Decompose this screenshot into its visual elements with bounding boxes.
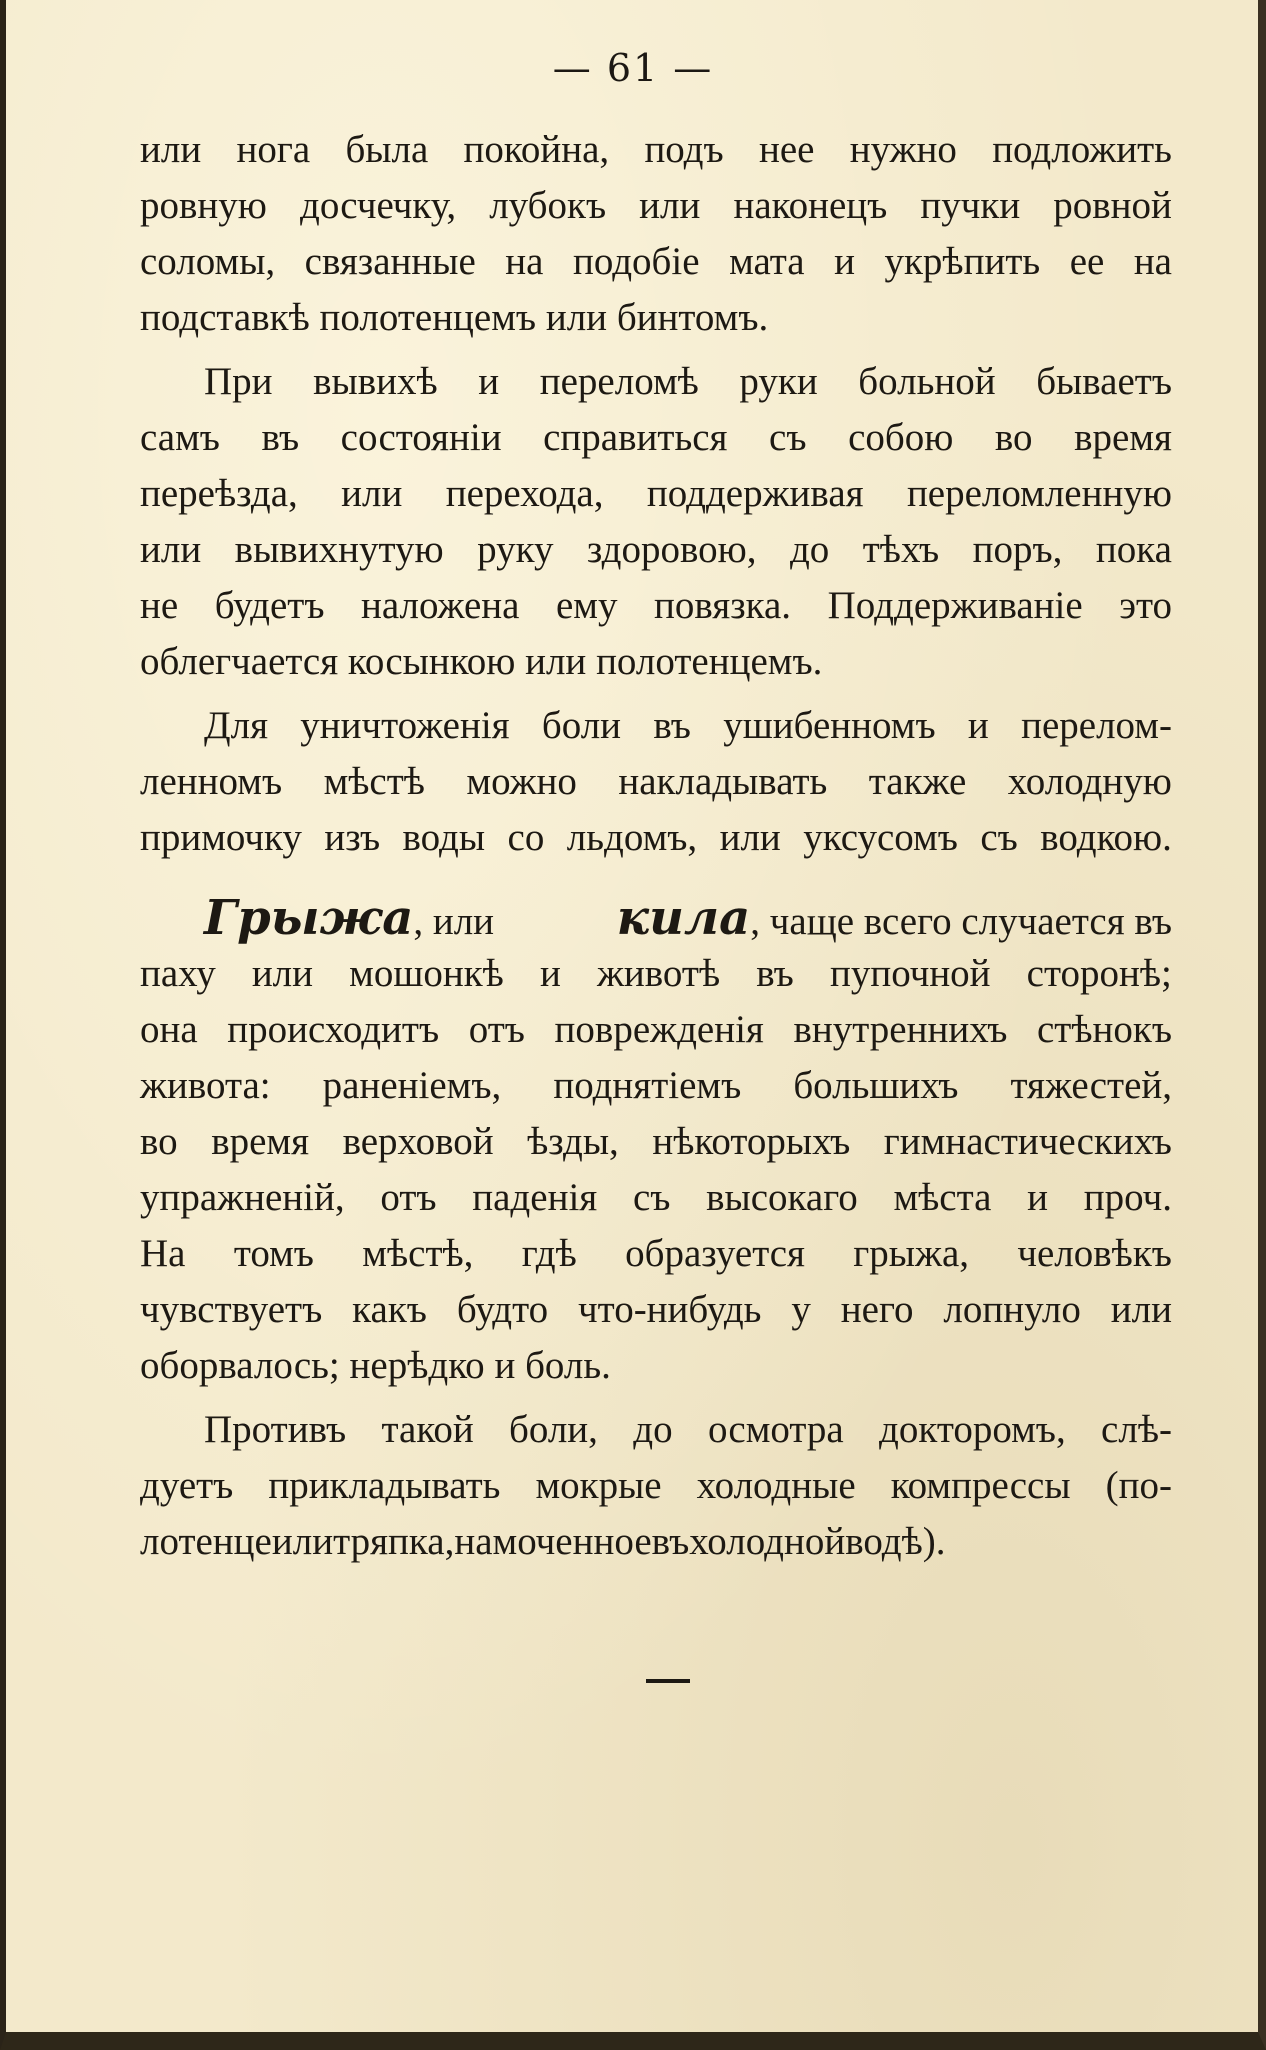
text-line (140, 1514, 1172, 1570)
word: изъ (324, 816, 381, 859)
word: ее (1069, 240, 1105, 283)
word: до (633, 1408, 673, 1451)
text-line (140, 178, 1172, 234)
word: во (994, 416, 1033, 459)
word: слѣ- (1101, 1408, 1172, 1451)
word: въ (261, 416, 300, 459)
word: или (140, 528, 202, 571)
text-line (140, 1282, 1172, 1338)
word: подъ (644, 128, 724, 171)
word: внутреннихъ (793, 1008, 1008, 1051)
word: пучки (920, 184, 1021, 227)
text-line (140, 634, 1172, 690)
word: вывихѣ (313, 360, 438, 403)
word: облегчается (140, 640, 348, 683)
word: раненіемъ, (322, 1064, 502, 1107)
word: Поддерживаніе (827, 584, 1083, 627)
word: гдѣ (521, 1232, 577, 1275)
word: не (140, 584, 179, 627)
body-text (140, 122, 1172, 1570)
word: тяжестей, (1010, 1064, 1172, 1107)
word: съ (769, 416, 807, 459)
word: животѣ (596, 952, 721, 995)
word: переѣзда, (140, 472, 298, 515)
text-line (140, 1170, 1172, 1226)
word: подставкѣ (140, 296, 320, 339)
page-number: — 61 — (552, 46, 714, 90)
text-line (140, 290, 1172, 346)
word: паху (140, 952, 216, 995)
word: намоченное (454, 1520, 652, 1563)
word: больной (858, 360, 996, 403)
word: какъ (352, 1288, 427, 1331)
word: Противъ (204, 1408, 347, 1451)
hernia-line-rest: , чаще всего случается въ (750, 900, 1172, 943)
word: дуетъ (140, 1464, 234, 1507)
word: лопнуло (943, 1288, 1081, 1331)
word: верховой (342, 1120, 494, 1163)
word: или (271, 1520, 334, 1563)
word: собою (848, 416, 954, 459)
word: уничтоженія (300, 704, 510, 747)
word: нога (236, 128, 311, 171)
word: переломѣ (539, 360, 699, 403)
word: связанные (304, 240, 476, 283)
word: наконецъ (733, 184, 888, 227)
word: боль. (525, 1344, 611, 1387)
word: поръ, (972, 528, 1063, 571)
word: докторомъ, (879, 1408, 1066, 1451)
word: бываетъ (1036, 360, 1172, 403)
word: вывихнутую (234, 528, 444, 571)
word: у (791, 1288, 811, 1331)
word: мѣста (893, 1176, 992, 1219)
word: мѣстѣ (323, 760, 425, 803)
text-line (140, 1338, 1172, 1394)
word: полотенцемъ. (596, 640, 823, 683)
word: съ (632, 1176, 671, 1219)
word: лубокъ (489, 184, 607, 227)
word: мѣстѣ, (362, 1232, 474, 1275)
word: примочку (140, 816, 302, 859)
word: большихъ (793, 1064, 959, 1107)
word: до (789, 528, 830, 571)
word: нерѣдко (349, 1344, 495, 1387)
word: осмотра (707, 1408, 844, 1451)
word: и (834, 240, 855, 283)
word: ѣзды, (527, 1120, 619, 1163)
word: подложить (992, 128, 1172, 171)
word: пупочной (829, 952, 991, 995)
word: тряпка, (333, 1520, 455, 1563)
word: томъ (233, 1232, 314, 1275)
word: мата (729, 240, 805, 283)
word: и (539, 952, 561, 995)
word: время (211, 1120, 310, 1163)
text-line (140, 1114, 1172, 1170)
word: упражненій, (140, 1176, 345, 1219)
word: наложена (361, 584, 520, 627)
word: это (1119, 584, 1172, 627)
word: мокрые (535, 1464, 662, 1507)
text-line (140, 698, 1172, 754)
word: будто (456, 1288, 549, 1331)
word: При (204, 360, 273, 403)
word: переломленную (906, 472, 1172, 515)
word: или (545, 296, 617, 339)
word: со (507, 816, 545, 859)
word: На (140, 1232, 186, 1275)
word: лотенце (140, 1520, 272, 1563)
word: образуется (625, 1232, 805, 1275)
word: состояніи (340, 416, 502, 459)
text-line (140, 1458, 1172, 1514)
word: была (345, 128, 429, 171)
word: высокаго (706, 1176, 858, 1219)
word: ровной (1053, 184, 1172, 227)
word: будетъ (214, 584, 325, 627)
word: поднятіемъ (553, 1064, 742, 1107)
word: ему (555, 584, 618, 627)
word: накладывать (618, 760, 828, 803)
term-hernia: Грыжа (204, 890, 414, 946)
word: руку (477, 528, 554, 571)
text-line (140, 522, 1172, 578)
word: происходитъ (227, 1008, 440, 1051)
word: отъ (380, 1176, 437, 1219)
term-kila: кила (616, 890, 751, 946)
word: или (719, 816, 781, 859)
word: человѣкъ (1017, 1232, 1172, 1275)
word: на (505, 240, 544, 283)
word: него (840, 1288, 914, 1331)
hernia-lead (204, 890, 494, 950)
word: или (1110, 1288, 1172, 1331)
word: косынкою (347, 640, 526, 683)
term-separator: , или (413, 900, 495, 943)
word: ровную (140, 184, 267, 227)
hernia-lead-2 (617, 890, 1172, 950)
word: съ (980, 816, 1018, 859)
word: самъ (140, 416, 220, 459)
word: справиться (543, 416, 728, 459)
word: такой (381, 1408, 474, 1451)
word: прикладывать (268, 1464, 501, 1507)
word: также (868, 760, 967, 803)
word: здоровою, (586, 528, 757, 571)
word: укрѣпить (884, 240, 1041, 283)
hernia-heading-line (140, 890, 1172, 946)
word: полотенцемъ (319, 296, 546, 339)
word: стѣнокъ (1036, 1008, 1172, 1051)
word: что-нибудь (578, 1288, 762, 1331)
word: холодной (689, 1520, 846, 1563)
word: или (341, 472, 403, 515)
word: (по- (1105, 1464, 1172, 1507)
word: гимнастическихъ (883, 1120, 1172, 1163)
word: время (1074, 416, 1172, 459)
word: Для (204, 704, 269, 747)
word: ленномъ (140, 760, 283, 803)
word: въ (651, 1520, 690, 1563)
word: повязка. (654, 584, 792, 627)
word: покойна, (463, 128, 610, 171)
word: нужно (849, 128, 957, 171)
word: соломы, (140, 240, 276, 283)
word: паденія (472, 1176, 598, 1219)
word: нее (758, 128, 815, 171)
text-line (140, 1058, 1172, 1114)
word: перехода, (445, 472, 604, 515)
word: оборвалось; (140, 1344, 350, 1387)
word: тѣхъ (862, 528, 940, 571)
text-line (140, 754, 1172, 810)
text-line (140, 1002, 1172, 1058)
word: воды (402, 816, 486, 859)
text-line (140, 1402, 1172, 1458)
word: и (967, 704, 989, 747)
word: поврежденія (554, 1008, 764, 1051)
word: уксусомъ (803, 816, 958, 859)
word: можно (466, 760, 577, 803)
word: компрессы (890, 1464, 1071, 1507)
word: бинтомъ. (616, 296, 769, 339)
word: или (639, 184, 701, 227)
word: проч. (1083, 1176, 1172, 1219)
word: холодную (1007, 760, 1172, 803)
word: боли, (509, 1408, 598, 1451)
word: нѣкоторыхъ (652, 1120, 851, 1163)
word: водѣ). (845, 1520, 946, 1563)
word: и (494, 1344, 526, 1387)
text-line (140, 122, 1172, 178)
word: мошонкѣ (349, 952, 504, 995)
word: руки (739, 360, 818, 403)
word: въ (653, 704, 691, 747)
text-line (140, 810, 1172, 866)
word: на (1133, 240, 1172, 283)
text-line (140, 1226, 1172, 1282)
text-line (140, 354, 1172, 410)
word: и (1027, 1176, 1049, 1219)
word: или (251, 952, 314, 995)
word: подобіе (572, 240, 700, 283)
word: боли (541, 704, 622, 747)
end-rule (646, 1679, 690, 1683)
text-line (140, 578, 1172, 634)
word: досчечку, (299, 184, 457, 227)
word: льдомъ, (566, 816, 698, 859)
word: живота: (140, 1064, 271, 1107)
word: и (478, 360, 500, 403)
word: чувствуетъ (140, 1288, 323, 1331)
word: или (140, 128, 202, 171)
word: водкою. (1040, 816, 1172, 859)
word: она (140, 1008, 198, 1051)
word: поддерживая (646, 472, 864, 515)
text-line (140, 234, 1172, 290)
word: въ (756, 952, 794, 995)
text-line (140, 466, 1172, 522)
word: грыжа, (853, 1232, 970, 1275)
word: во (140, 1120, 178, 1163)
text-line (140, 946, 1172, 1002)
word: перелом- (1021, 704, 1172, 747)
word: ушибенномъ (723, 704, 936, 747)
word: или (525, 640, 597, 683)
word: сторонѣ; (1026, 952, 1172, 995)
text-line (140, 410, 1172, 466)
word: холодные (696, 1464, 856, 1507)
word: пока (1095, 528, 1172, 571)
word: отъ (468, 1008, 525, 1051)
